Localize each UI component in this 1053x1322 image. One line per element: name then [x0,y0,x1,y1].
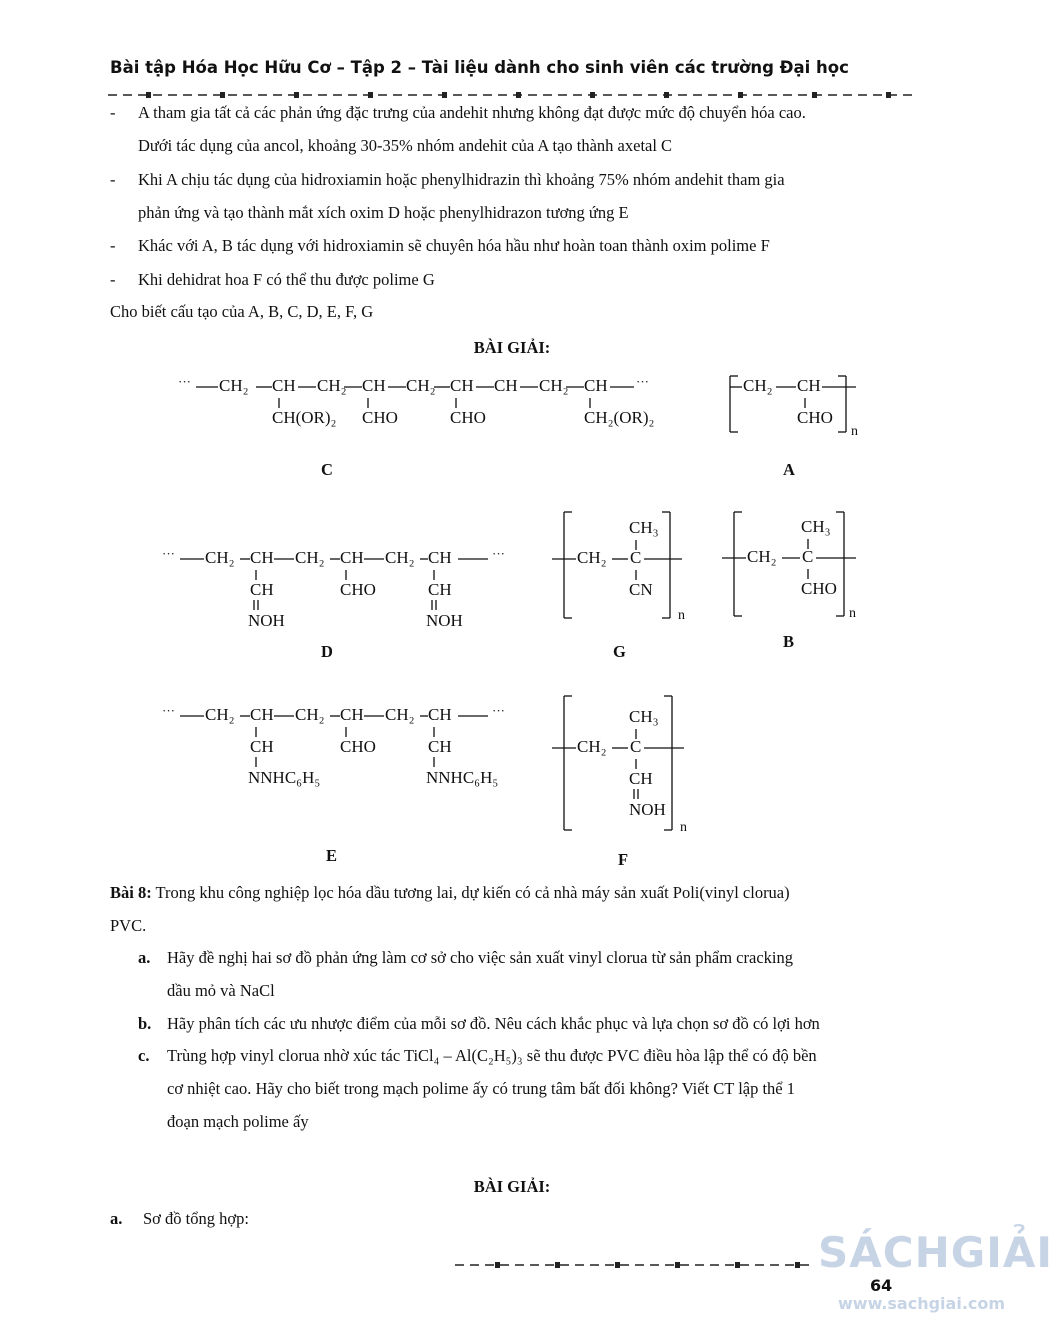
g-cn: CN [629,580,653,599]
label-f: F [618,850,629,869]
e-nnhc6h5-1: NNHC₆H₅ [248,768,321,787]
bai8-item-b-line-1: Hãy phân tích các ưu nhược điểm của mỗi sơ đồ. Nêu cách khắc phục và lựa chọn sơ đồ có lợi hơn [167,1014,820,1033]
c-ch-3: CH [450,376,474,395]
d-ch2-1: CH₂ [205,548,235,567]
b-ch3: CH₃ [801,517,831,536]
bai8-item-b-mark: b. [138,1014,152,1033]
e-ch-2: CH [340,705,364,724]
c-ch-4: CH [494,376,518,395]
solution-title: BÀI GIẢI: [473,338,551,357]
d-ch2-2: CH₂ [295,548,325,567]
c-ch2-2: CH₂ [317,376,347,395]
bullet-mark: - [110,270,116,289]
label-g: G [613,642,626,661]
d-sub-cho: CHO [340,580,376,599]
label-d: D [321,642,333,661]
d-sub-ch-1: CH [250,580,274,599]
label-b: B [783,632,795,651]
bai8-item-c-line-1: Trùng hợp vinyl clorua nhờ xúc tác TiCl₄ – Al(C₂H₅)₃ sẽ thu được PVC điều hòa lập thể có độ bền [167,1046,817,1065]
chain-dots: ··· [636,374,649,389]
d-sub-ch-2: CH [428,580,452,599]
c-ch2-1: CH₂ [219,376,249,395]
g-c: C [630,548,642,567]
chain-dots: ··· [492,703,505,718]
e-sub-ch-2: CH [428,737,452,756]
intro-line-4: phản ứng và tạo thành mắt xích oxim D hoặc phenylhidrazon tương ứng E [138,203,629,222]
intro-line-3: Khi A chịu tác dụng của hidroxiamin hoặc phenylhidrazin thì khoảng 75% nhóm andehit tham gia [138,170,785,189]
watermark-url: www.sachgiai.com [838,1294,1006,1313]
g-ch3: CH₃ [629,518,659,537]
c-sub-cho-1: CHO [362,408,398,427]
bullet-mark: - [110,103,116,122]
b-n: n [849,606,856,621]
bai8-item-a-line-2: dầu mỏ và NaCl [167,981,275,1000]
e-ch-3: CH [428,705,452,724]
intro-line-1: A tham gia tất cả các phản ứng đặc trưng của andehit nhưng không đạt được mức độ chuyển hóa cao. [138,103,806,122]
e-sub-cho: CHO [340,737,376,756]
solution-2-a-text: Sơ đồ tổng hợp: [143,1209,249,1228]
label-c: C [321,460,333,479]
question-text: Cho biết cấu tạo của A, B, C, D, E, F, G [110,302,374,321]
c-ch-5: CH [584,376,608,395]
e-ch2-2: CH₂ [295,705,325,724]
bai8-item-c-line-3: đoạn mạch polime ấy [167,1112,309,1131]
bai8-label: Bài 8: [110,883,152,902]
f-ch2: CH₂ [577,737,607,756]
f-ch3: CH₃ [629,707,659,726]
solution-2-title: BÀI GIẢI: [473,1177,551,1196]
b-c: C [802,547,814,566]
b-cho: CHO [801,579,837,598]
e-ch-1: CH [250,705,274,724]
f-ch: CH [629,769,653,788]
d-ch2-3: CH₂ [385,548,415,567]
a-n: n [851,424,858,439]
d-noh-1: NOH [248,611,285,630]
chain-dots: ··· [492,546,505,561]
a-ch: CH [797,376,821,395]
page-header-title: Bài tập Hóa Học Hữu Cơ – Tập 2 – Tài liệu dành cho sinh viên các trường Đại học [110,58,849,77]
c-ch2-4: CH₂ [539,376,569,395]
c-ch-1: CH [272,376,296,395]
f-noh: NOH [629,800,666,819]
d-noh-2: NOH [426,611,463,630]
g-n: n [678,608,685,623]
watermark-logo: SÁCHGIẢI [818,1228,1053,1277]
bai8-item-c-mark: c. [138,1046,150,1065]
bullet-mark: - [110,170,116,189]
d-ch-2: CH [340,548,364,567]
f-c: C [630,737,642,756]
b-ch2: CH₂ [747,547,777,566]
chain-dots: ··· [162,703,175,718]
bullet-mark: - [110,236,116,255]
bai8-item-c-line-2: cơ nhiệt cao. Hãy cho biết trong mạch polime ấy có trung tâm bất đối không? Viết CT lập thể 1 [167,1079,796,1098]
intro-line-5: Khác với A, B tác dụng với hidroxiamin sẽ chuyên hóa hầu như hoàn toan thành oxim polime F [138,236,770,255]
chain-dots: ··· [178,374,191,389]
a-ch2: CH₂ [743,376,773,395]
e-sub-ch-1: CH [250,737,274,756]
c-sub-ch2-or2: CH₂(OR)₂ [584,408,655,427]
label-a: A [783,460,795,479]
bai8-text-1: Trong khu công nghiệp lọc hóa dầu tương lai, dự kiến có cả nhà máy sản xuất Poli(vinyl clorua) [155,883,790,902]
e-ch2-3: CH₂ [385,705,415,724]
chain-dots: ··· [162,546,175,561]
bai8-line-1 [110,883,790,903]
bai8-item-a-mark: a. [138,948,151,967]
intro-line-6: Khi dehidrat hoa F có thể thu được polime G [138,270,435,289]
bai8-text-2: PVC. [110,916,147,935]
a-cho: CHO [797,408,833,427]
c-sub-cho-2: CHO [450,408,486,427]
c-sub-ch-or2: CH(OR)₂ [272,408,337,427]
label-e: E [326,846,338,865]
e-ch2-1: CH₂ [205,705,235,724]
f-n: n [680,820,687,835]
e-nnhc6h5-2: NNHC₆H₅ [426,768,499,787]
intro-line-2: Dưới tác dụng của ancol, khoảng 30-35% nhóm andehit của A tạo thành axetal C [138,136,673,155]
footer-divider [455,1260,815,1270]
bai8-item-a-line-1: Hãy đề nghị hai sơ đồ phản ứng làm cơ sở cho việc sản xuất vinyl clorua từ sản phẩm cracking [167,948,793,967]
solution-2-a-mark: a. [110,1209,123,1228]
d-ch-1: CH [250,548,274,567]
page-number: 64 [870,1276,893,1295]
d-ch-3: CH [428,548,452,567]
c-ch-2: CH [362,376,386,395]
c-ch2-3: CH₂ [406,376,436,395]
g-ch2: CH₂ [577,548,607,567]
